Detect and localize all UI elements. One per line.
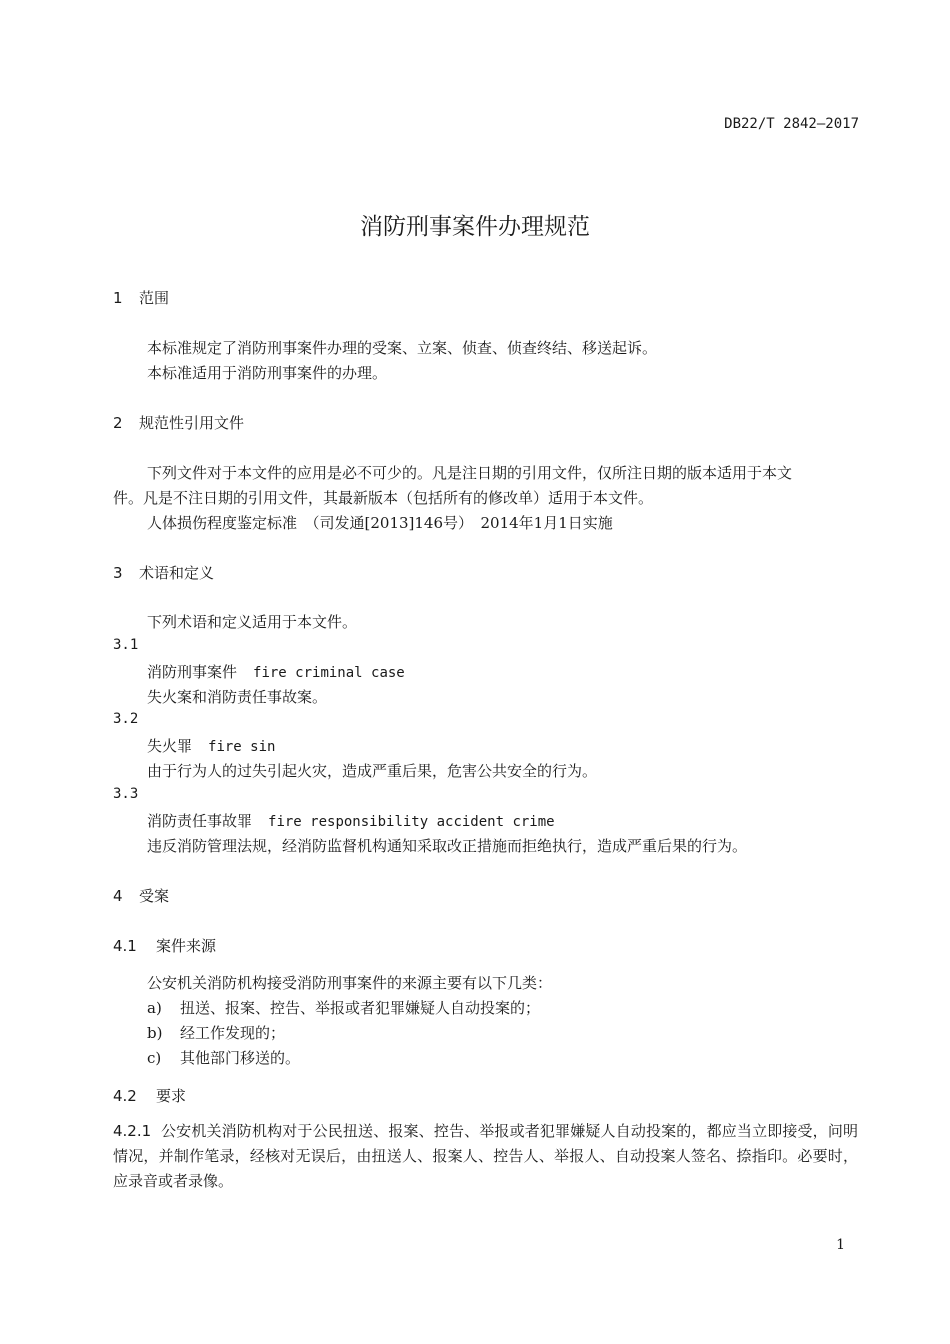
section-number: 4 [113,887,123,905]
term-number: 3.3 [113,786,139,802]
page-number: 1 [836,1237,845,1253]
subsection-title: 案件来源 [156,937,217,955]
paragraph: 下列术语和定义适用于本文件。 [147,613,358,631]
list-label: b) [147,1024,163,1042]
list-item [147,1047,300,1068]
section-3-heading [113,562,214,583]
standard-number: DB22/T 2842—2017 [724,116,859,132]
subsection-number: 4.2 [113,1087,137,1105]
list-text: 其他部门移送的。 [180,1049,301,1067]
list-text: 扭送、报案、控告、举报或者犯罪嫌疑人自动投案的； [180,999,541,1017]
paragraph: 本标准规定了消防刑事案件办理的受案、立案、侦查、侦查终结、移送起诉。 [147,339,658,357]
subsection-4-2-heading [113,1085,186,1106]
paragraph-line: 件。凡是不注日期的引用文件，其最新版本（包括所有的修改单）适用于本文件。 [113,489,654,507]
section-number: 1 [113,289,123,307]
term-definition: 违反消防管理法规，经消防监督机构通知采取改正措施而拒绝执行，造成严重后果的行为。 [147,837,748,855]
term-definition: 由于行为人的过失引起火灾，造成严重后果，危害公共安全的行为。 [147,762,598,780]
term-english: fire criminal case [253,665,405,681]
list-label: c) [147,1049,162,1067]
term-english: fire responsibility accident crime [268,814,555,830]
term-chinese: 消防责任事故罪 [147,812,253,830]
list-text: 经工作发现的； [180,1024,286,1042]
document-title: 消防刑事案件办理规范 [360,214,590,240]
subsection-4-1-heading [113,935,216,956]
term-chinese: 消防刑事案件 [147,663,238,681]
section-title: 术语和定义 [139,564,215,582]
term-number: 3.2 [113,711,139,727]
section-title: 规范性引用文件 [139,414,245,432]
subsection-title: 要求 [156,1087,187,1105]
subsection-number: 4.1 [113,937,137,955]
term-definition: 失火案和消防责任事故案。 [147,688,328,706]
clause-paragraph [113,1119,858,1194]
clause-number: 4.2.1 [113,1122,152,1140]
section-4-heading [113,885,169,906]
paragraph: 本标准适用于消防刑事案件的办理。 [147,364,388,382]
section-1-heading [113,287,169,308]
section-number: 3 [113,564,123,582]
list-item [147,1022,285,1043]
list-label: a) [147,999,162,1017]
section-2-heading [113,412,244,433]
section-number: 2 [113,414,123,432]
section-title: 范围 [139,289,170,307]
term-entry [147,810,555,831]
term-number: 3.1 [113,637,139,653]
list-item [147,997,540,1018]
term-entry [147,661,405,682]
paragraph: 公安机关消防机构接受消防刑事案件的来源主要有以下几类： [147,974,553,992]
section-title: 受案 [139,887,170,905]
term-english: fire sin [208,739,276,755]
paragraph-line: 下列文件对于本文件的应用是必不可少的。凡是注日期的引用文件，仅所注日期的版本适用于本文 [147,464,793,482]
term-entry [147,735,275,756]
clause-text: 公安机关消防机构对于公民扭送、报案、控告、举报或者犯罪嫌疑人自动投案的，都应当立即接受，问明情况，并制作笔录，经核对无误后，由扭送人、报案人、控告人、举报人、自动投案人签名、捺指印。必要时，应录音或者录像。 [113,1122,858,1190]
normative-reference: 人体损伤程度鉴定标准 （司发通[2013]146号） 2014年1月1日实施 [147,514,613,532]
term-chinese: 失火罪 [147,737,193,755]
